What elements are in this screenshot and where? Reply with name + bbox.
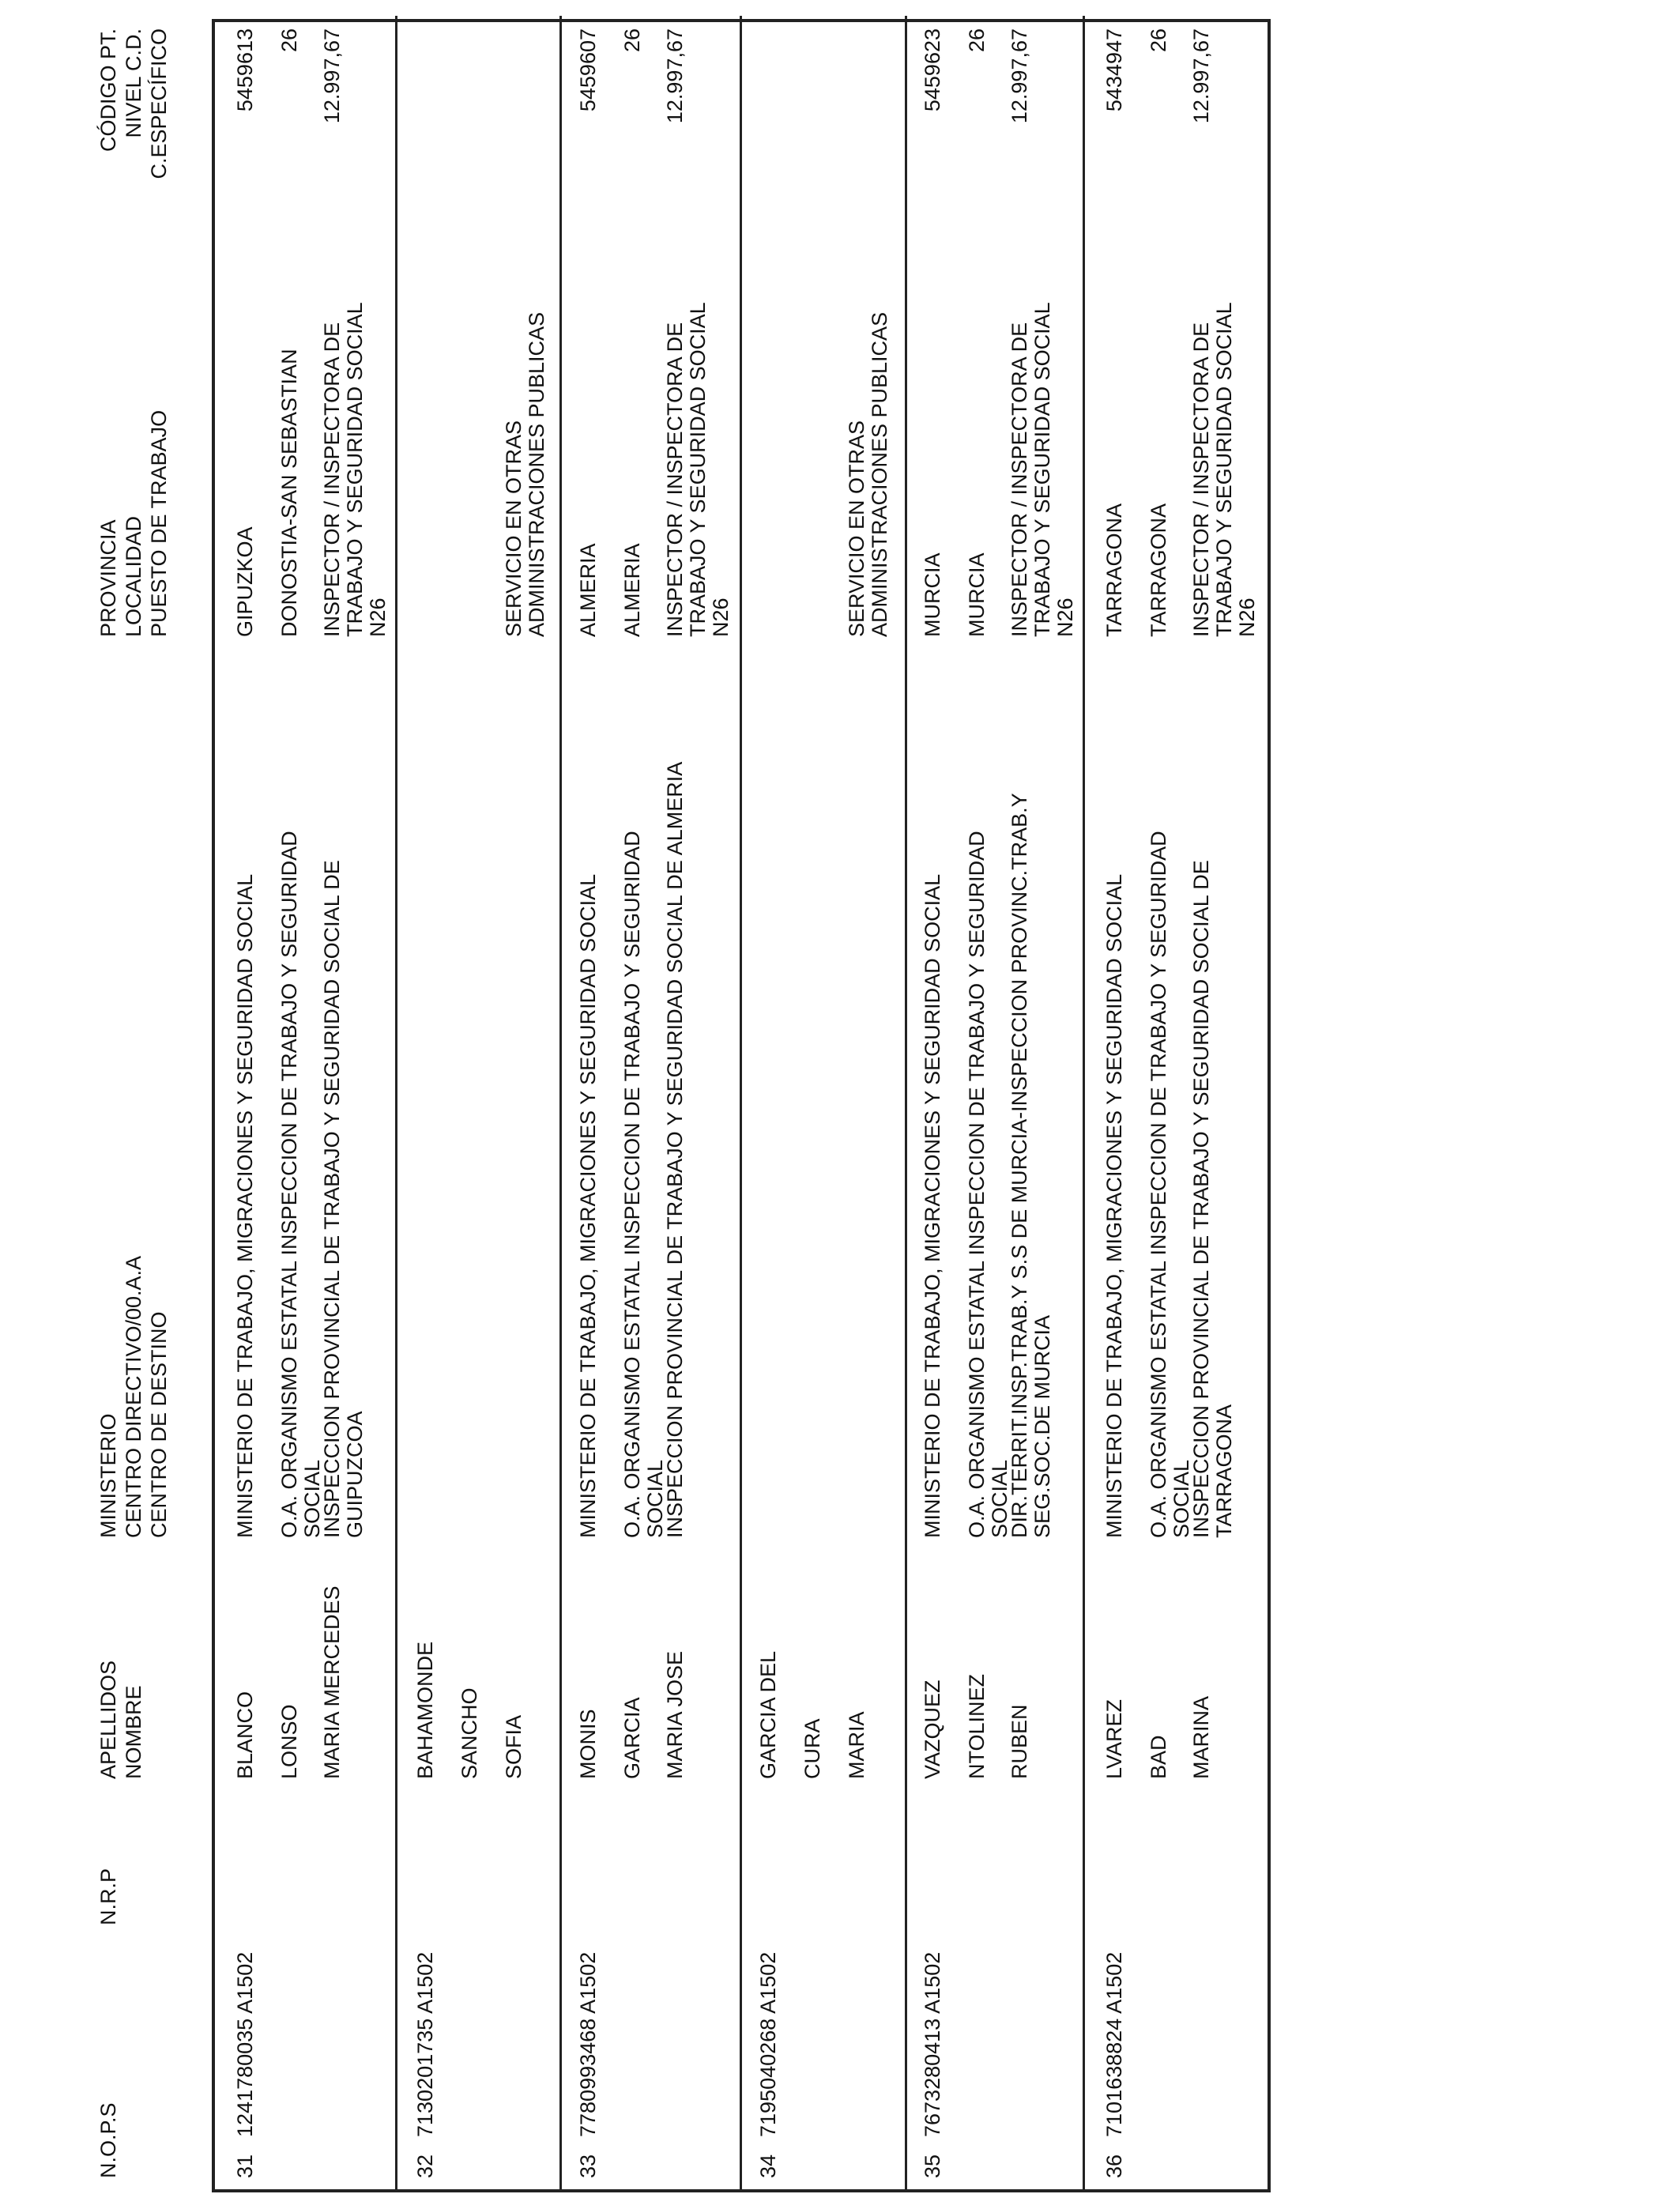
- cell-nrp: 7195040268 A1502: [756, 1951, 780, 2137]
- cell-nrp: 1241780035 A1502: [233, 1951, 257, 2137]
- cell-nops: 34: [756, 2154, 780, 2178]
- cell-nops: 35: [921, 2154, 944, 2178]
- header-nops: N.O.P.S: [96, 2102, 120, 2178]
- cell-codigo: 5459607: [576, 28, 600, 112]
- header-provincia: PROVINCIA: [96, 519, 120, 637]
- header-puesto: PUESTO DE TRABAJO: [147, 409, 171, 637]
- cell-centro-directivo: O.A. ORGANISMO ESTATAL INSPECCION DE TRABAJO Y SEGURIDAD SOCIAL: [620, 831, 667, 1538]
- cell-puesto: SERVICIO EN OTRAS ADMINISTRACIONES PUBLICAS: [845, 311, 891, 637]
- cell-nrp: 7130201735 A1502: [413, 1951, 437, 2137]
- cell-nrp: 7101638824 A1502: [1102, 1951, 1126, 2137]
- cell-apellido1: BLANCO: [233, 1691, 257, 1779]
- row-divider: [395, 16, 397, 2189]
- cell-apellido1: LVAREZ: [1102, 1698, 1126, 1779]
- row-divider: [740, 16, 742, 2189]
- cell-especifico: 12.997,67: [1008, 28, 1031, 124]
- cell-provincia: GIPUZKOA: [233, 526, 257, 637]
- header-apellidos: APELLIDOS: [96, 1660, 120, 1779]
- cell-apellido1: GARCIA DEL: [756, 1650, 780, 1779]
- cell-puesto: SERVICIO EN OTRAS ADMINISTRACIONES PUBLICAS: [502, 311, 548, 637]
- header-nrp: N.R.P: [96, 1868, 120, 1925]
- cell-centro-destino: INSPECCION PROVINCIAL DE TRABAJO Y SEGURIDAD SOCIAL DE TARRAGONA: [1189, 860, 1236, 1538]
- header-centro-destino: CENTRO DE DESTINO: [147, 1311, 171, 1538]
- cell-apellido2: CURA: [800, 1718, 824, 1779]
- cell-centro-directivo: O.A. ORGANISMO ESTATAL INSPECCION DE TRABAJO Y SEGURIDAD SOCIAL: [1147, 831, 1193, 1538]
- cell-nivel: 26: [965, 28, 989, 53]
- cell-apellido2: SANCHO: [458, 1687, 481, 1779]
- cell-nombre: MARIA JOSE: [663, 1650, 687, 1779]
- cell-puesto: INSPECTOR / INSPECTORA DE TRABAJO Y SEGURIDAD SOCIAL N26: [1008, 302, 1077, 637]
- cell-nivel: 26: [1147, 28, 1170, 53]
- cell-puesto: INSPECTOR / INSPECTORA DE TRABAJO Y SEGURIDAD SOCIAL N26: [1189, 302, 1259, 637]
- header-especifico: C.ESPECÍFICO: [147, 28, 171, 179]
- cell-provincia: ALMERIA: [576, 543, 600, 637]
- cell-codigo: 5459623: [921, 28, 944, 112]
- cell-centro-directivo: O.A. ORGANISMO ESTATAL INSPECCION DE TRABAJO Y SEGURIDAD SOCIAL: [965, 831, 1011, 1538]
- cell-nrp: 7673280413 A1502: [921, 1951, 944, 2137]
- cell-apellido1: VAZQUEZ: [921, 1679, 944, 1779]
- cell-nops: 32: [413, 2154, 437, 2178]
- cell-ministerio: MINISTERIO DE TRABAJO, MIGRACIONES Y SEGURIDAD SOCIAL: [921, 873, 944, 1538]
- cell-apellido2: NTOLINEZ: [965, 1673, 989, 1779]
- cell-codigo: 5459613: [233, 28, 257, 112]
- cell-centro-destino: INSPECCION PROVINCIAL DE TRABAJO Y SEGURIDAD SOCIAL DE GUIPUZCOA: [320, 860, 367, 1538]
- cell-nivel: 26: [620, 28, 644, 53]
- cell-puesto: INSPECTOR / INSPECTORA DE TRABAJO Y SEGURIDAD SOCIAL N26: [320, 302, 390, 637]
- cell-nombre: SOFIA: [502, 1714, 525, 1779]
- header-centro-directivo: CENTRO DIRECTIVO/00.A.A: [122, 1255, 145, 1538]
- cell-nombre: MARIA MERCEDES: [320, 1585, 344, 1779]
- cell-especifico: 12.997,67: [320, 28, 344, 124]
- cell-apellido1: BAHAMONDE: [413, 1641, 437, 1779]
- header-nivel: NIVEL C.D.: [122, 28, 145, 138]
- cell-apellido2: BAD: [1147, 1735, 1170, 1779]
- cell-localidad: TARRAGONA: [1147, 503, 1170, 637]
- cell-provincia: TARRAGONA: [1102, 503, 1126, 637]
- cell-apellido2: GARCIA: [620, 1697, 644, 1779]
- cell-nrp: 7780993468 A1502: [576, 1951, 600, 2137]
- cell-especifico: 12.997,67: [1189, 28, 1213, 124]
- cell-ministerio: MINISTERIO DE TRABAJO, MIGRACIONES Y SEGURIDAD SOCIAL: [1102, 873, 1126, 1538]
- cell-centro-destino: DIR.TERRIT.INSP.TRAB.Y S.S DE MURCIA-INSPECCION PROVINC.TRAB.Y SEG.SOC.DE MURCIA: [1008, 793, 1054, 1538]
- cell-provincia: MURCIA: [921, 552, 944, 637]
- cell-localidad: MURCIA: [965, 552, 989, 637]
- cell-puesto: INSPECTOR / INSPECTORA DE TRABAJO Y SEGURIDAD SOCIAL N26: [663, 302, 733, 637]
- row-divider: [905, 16, 907, 2189]
- cell-ministerio: MINISTERIO DE TRABAJO, MIGRACIONES Y SEGURIDAD SOCIAL: [233, 873, 257, 1538]
- header-codigo: CÓDIGO PT.: [96, 28, 120, 153]
- cell-nombre: MARINA: [1189, 1695, 1213, 1779]
- cell-codigo: 5434947: [1102, 28, 1126, 112]
- cell-nombre: RUBEN: [1008, 1704, 1031, 1779]
- cell-localidad: DONOSTIA-SAN SEBASTIAN: [277, 349, 301, 637]
- cell-nombre: MARIA: [845, 1711, 868, 1779]
- cell-localidad: ALMERIA: [620, 543, 644, 637]
- header-localidad: LOCALIDAD: [122, 515, 145, 637]
- cell-centro-directivo: O.A. ORGANISMO ESTATAL INSPECCION DE TRABAJO Y SEGURIDAD SOCIAL: [277, 831, 324, 1538]
- header-ministerio: MINISTERIO: [96, 1413, 120, 1538]
- header-nombre: NOMBRE: [122, 1685, 145, 1779]
- cell-nivel: 26: [277, 28, 301, 53]
- cell-nops: 31: [233, 2154, 257, 2178]
- cell-ministerio: MINISTERIO DE TRABAJO, MIGRACIONES Y SEGURIDAD SOCIAL: [576, 873, 600, 1538]
- cell-apellido2: LONSO: [277, 1704, 301, 1779]
- cell-nops: 36: [1102, 2154, 1126, 2178]
- cell-nops: 33: [576, 2154, 600, 2178]
- cell-centro-destino: INSPECCION PROVINCIAL DE TRABAJO Y SEGURIDAD SOCIAL DE ALMERIA: [663, 761, 687, 1538]
- cell-especifico: 12.997,67: [663, 28, 687, 124]
- row-divider: [1083, 16, 1085, 2189]
- cell-apellido1: MONIS: [576, 1709, 600, 1779]
- row-divider: [559, 16, 562, 2189]
